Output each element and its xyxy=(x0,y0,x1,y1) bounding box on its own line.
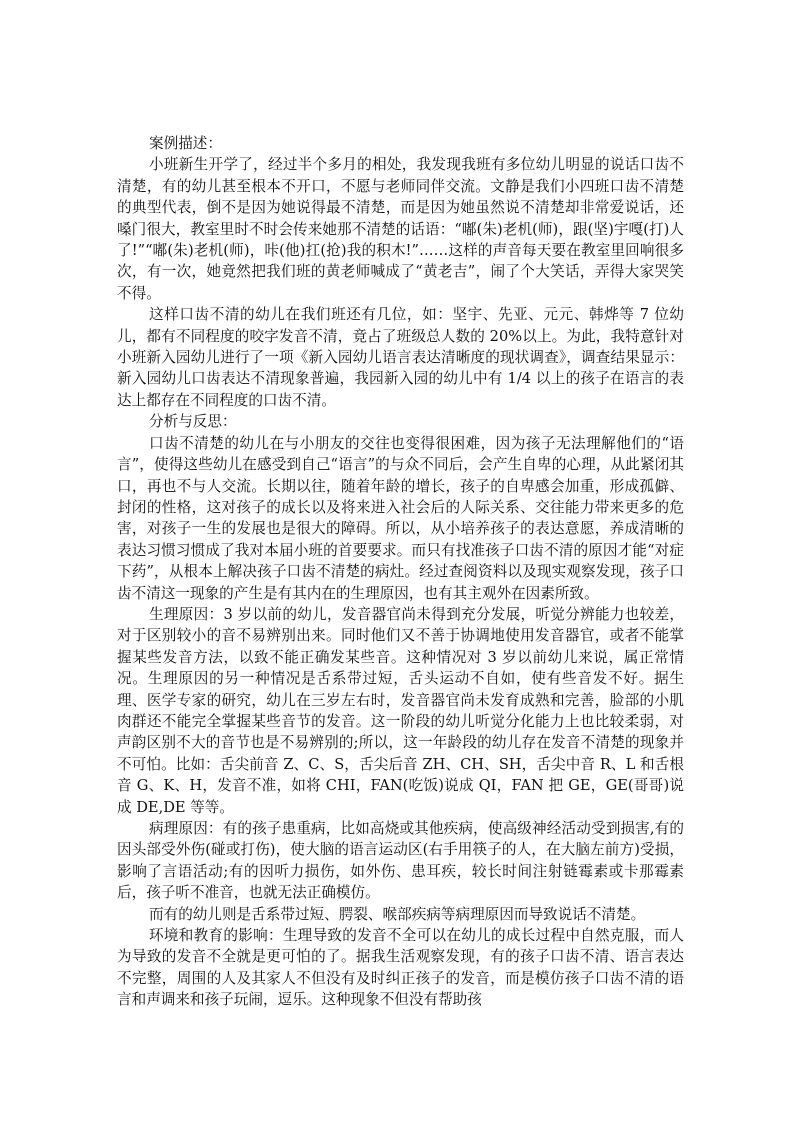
paragraph-survey: 这样口齿不清的幼儿在我们班还有几位，如：坚宇、先亚、元元、韩烨等 7 位幼儿，都有不同程度的咬字发音不清，竟占了班级总人数的 20%以上。为此，我特意针对小班新入园幼儿进行了一项《新入园幼儿语言表达清晰度的现状调查》，调查结果显示：新入园幼儿口齿表达不清现象普遍，我园新入园的幼儿中有 1/4 以上的孩子在语言的表达上都存在不同程度的口齿不清。 xyxy=(117,306,684,409)
paragraph-environment-education: 环境和教育的影响：生理导致的发音不全可以在幼儿的成长过程中自然克服，而人为导致的发音不全就是更可怕的了。据我生活观察发现，有的孩子口齿不清、语言表达不完整，周围的人及其家人不但没有及时纠正孩子的发音，而是模仿孩子口齿不清的语言和声调来和孩子玩闹，逗乐。这种现象不但没有帮助孩 xyxy=(117,927,684,1009)
paragraph-other-pathology: 而有的幼儿则是舌系带过短、腭裂、喉部疾病等病理原因而导致说话不清楚。 xyxy=(149,905,646,923)
paragraph-physiological-causes: 生理原因：3 岁以前的幼儿，发音器官尚未得到充分发展，听觉分辨能力也较差，对于区别较小的音不易辨别出来。同时他们又不善于协调地使用发音器官，或者不能掌握某些发音方法，以致不能正确发某些音。这种情况对 3 岁以前幼儿来说，属正常情况。生理原因的另一种情况是舌系带过短，舌头运动不自如，使有些音发不好。据生理、医学专家的研究，幼儿在三岁左右时，发音器官尚未发育成熟和完善，脸部的小肌肉群还不能完全掌握某些音节的发音。这一阶段的幼儿听觉分化能力上也比较柔弱，对声韵区别不大的音节也是不易辨别的;所以，这一年龄段的幼儿存在发音不清楚的现象并不可怕。比如：舌尖前音 Z、C、S，舌尖后音 ZH、CH、SH，舌尖中音 R、L 和舌根音 G、K、H，发音不准，如将 CHI，FAN(吃饭)说成 QI，FAN 把 GE，GE(哥哥)说成 DE,DE 等等。 xyxy=(117,605,684,816)
paragraph-analysis: 口齿不清楚的幼儿在与小朋友的交往也变得很困难，因为孩子无法理解他们的“语言”，使得这些幼儿在感受到自己“语言”的与众不同后，会产生自卑的心理，从此紧闭其口，再也不与人交流。长期以往，随着年龄的增长，孩子的自卑感会加重，形成孤僻、封闭的性格，这对孩子的成长以及将来进入社会后的人际关系、交往能力带来更多的危害，对孩子一生的发展也是很大的障碍。所以，从小培养孩子的表达意愿，养成清晰的表达习惯习惯成了我对本届小班的首要要求。而只有找准孩子口齿不清的原因才能“对症下药”，从根本上解决孩子口齿不清楚的病灶。经过查阅资料以及现实观察发现，孩子口齿不清这一现象的产生是有其内在的生理原因，也有其主观外在因素所致。 xyxy=(117,434,684,602)
heading-analysis: 分析与反思： xyxy=(149,413,237,431)
document-page xyxy=(117,133,684,1011)
heading-case-description: 案例描述： xyxy=(149,135,222,152)
paragraph-case-intro: 小班新生开学了，经过半个多月的相处，我发现我班有多位幼儿明显的说话口齿不清楚，有的幼儿甚至根本不开口，不愿与老师同伴交流。文静是我们小四班口齿不清楚的典型代表，倒不是因为她说得最不清楚，而是因为她虽然说不清楚却非常爱说话，还嗓门很大，教室里时不时会传来她那不清楚的话语：“嘟(朱)老机(师)，跟(坚)宇嘎(打)人了!”“嘟(朱)老机(师)，咔(他)扛(抢)我的积木!”……这样的声音每天要在教室里回响很多次，有一次，她竟然把我们班的黄老师喊成了“黄老吉”，闹了个大笑话，弄得大家哭笑不得。 xyxy=(117,156,684,302)
paragraph-pathological-causes: 病理原因：有的孩子患重病，比如高烧或其他疾病，使高级神经活动受到损害,有的因头部受外伤(碰或打伤)，使大脑的语言运动区(右手用筷子的人，在大脑左前方)受损，影响了言语活动;有的因听力损伤，如外伤、患耳疾，较长时间注射链霉素或卡那霉素后，孩子听不准音，也就无法正确模仿。 xyxy=(117,820,684,902)
